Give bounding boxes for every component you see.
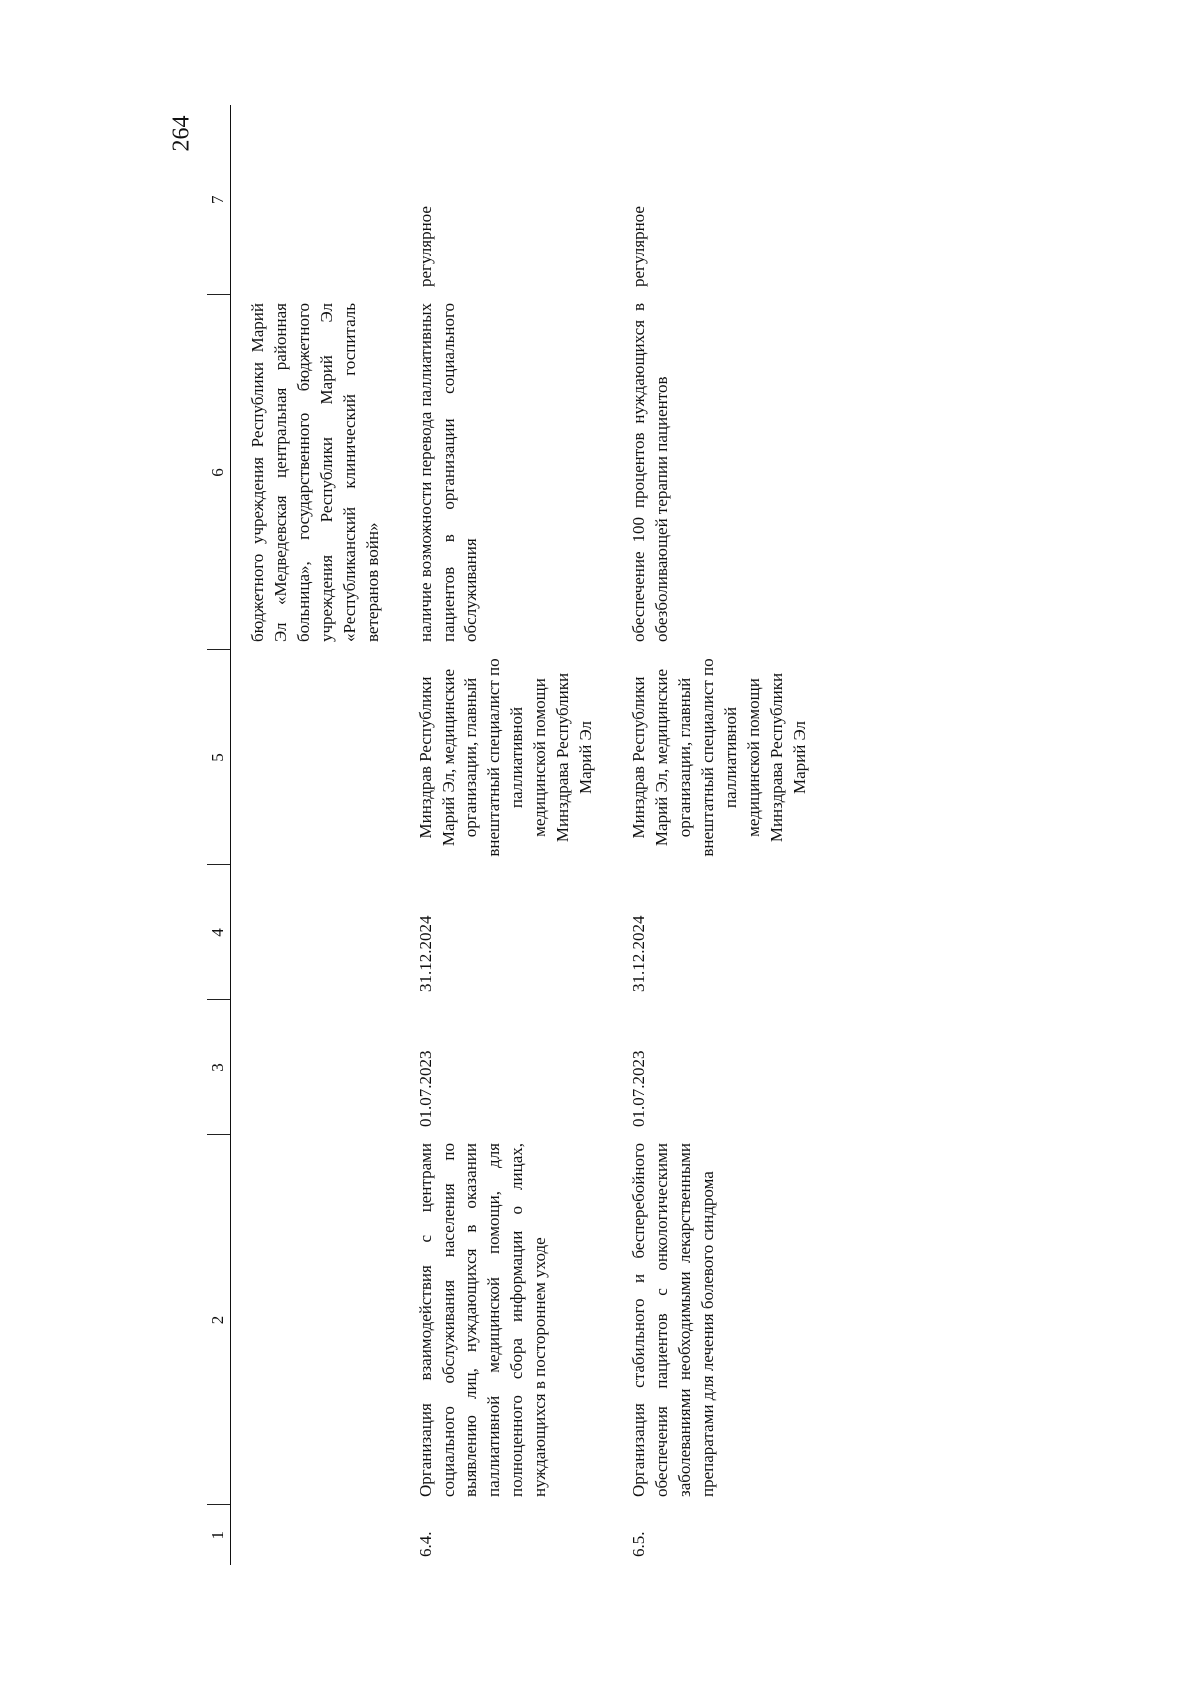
- cell-action: Организация стабильного и бесперебойного обеспечения пациентов с онкологическими заболеваниями необходимыми лекарственными препаратами для лечения болевого синдрома: [629, 1143, 717, 1497]
- cell-responsible: Минздрав Республики Марий Эл, медицинские организации, главный внештатный специалист по паллиативной медицинской помощи Минздрава Республики Марий Эл: [629, 658, 809, 857]
- cell-periodicity: [230, 105, 398, 295]
- column-header: 3: [207, 1000, 230, 1135]
- column-header: 4: [207, 865, 230, 1000]
- cell-result: наличие возможности перевода паллиативных пациентов в организации социального обслуживания: [415, 303, 481, 642]
- cell-result: обеспечение 100 процентов нуждающихся в обезболивающей терапии пациентов: [629, 303, 671, 642]
- rotated-table-container: [207, 105, 1047, 1565]
- cell-number: [230, 1505, 398, 1565]
- cell-start-date: 01.07.2023: [629, 1050, 649, 1127]
- cell-action: [230, 1135, 398, 1505]
- page-number: 264: [168, 115, 195, 152]
- cell-responsible: Минздрав Республики Марий Эл, медицинские организации, главный внештатный специалист по паллиативной медицинской помощи Минздрава Республики Марий Эл: [415, 658, 596, 857]
- cell-end-date: 31.12.2024: [415, 915, 435, 992]
- cell-responsible: [230, 650, 398, 865]
- cell-start-date: 01.07.2023: [415, 1050, 435, 1127]
- cell-end-date: 31.12.2024: [629, 915, 649, 992]
- action-plan-table: [207, 105, 826, 1565]
- cell-number: 6.5.: [629, 1531, 649, 1557]
- cell-end-date: [230, 865, 398, 1000]
- column-header: 6: [207, 295, 230, 650]
- table-row: [612, 105, 826, 1565]
- table-header-row: [207, 105, 230, 1565]
- column-header: 7: [207, 105, 230, 295]
- table-row: [230, 105, 398, 1565]
- cell-start-date: [230, 1000, 398, 1135]
- cell-result: бюджетного учреждения Республики Марий Эл «Медведевская центральная районная больница», государственного бюджетного учреждения Республики Марий Эл «Республиканский клинический госпиталь ветеранов войн»: [247, 303, 382, 642]
- table-row: [399, 105, 613, 1565]
- cell-number: 6.4.: [415, 1531, 435, 1557]
- column-header: 2: [207, 1135, 230, 1505]
- cell-periodicity: регулярное: [629, 206, 649, 287]
- column-header: 5: [207, 650, 230, 865]
- cell-periodicity: регулярное: [415, 206, 435, 287]
- cell-action: Организация взаимодействия с центрами социального обслуживания населения по выявлению лиц, нуждающихся в оказании паллиативной медицинской помощи, для полноценного сбора информации о лицах, нуждающихся в постороннем уходе: [415, 1143, 550, 1497]
- column-header: 1: [207, 1505, 230, 1565]
